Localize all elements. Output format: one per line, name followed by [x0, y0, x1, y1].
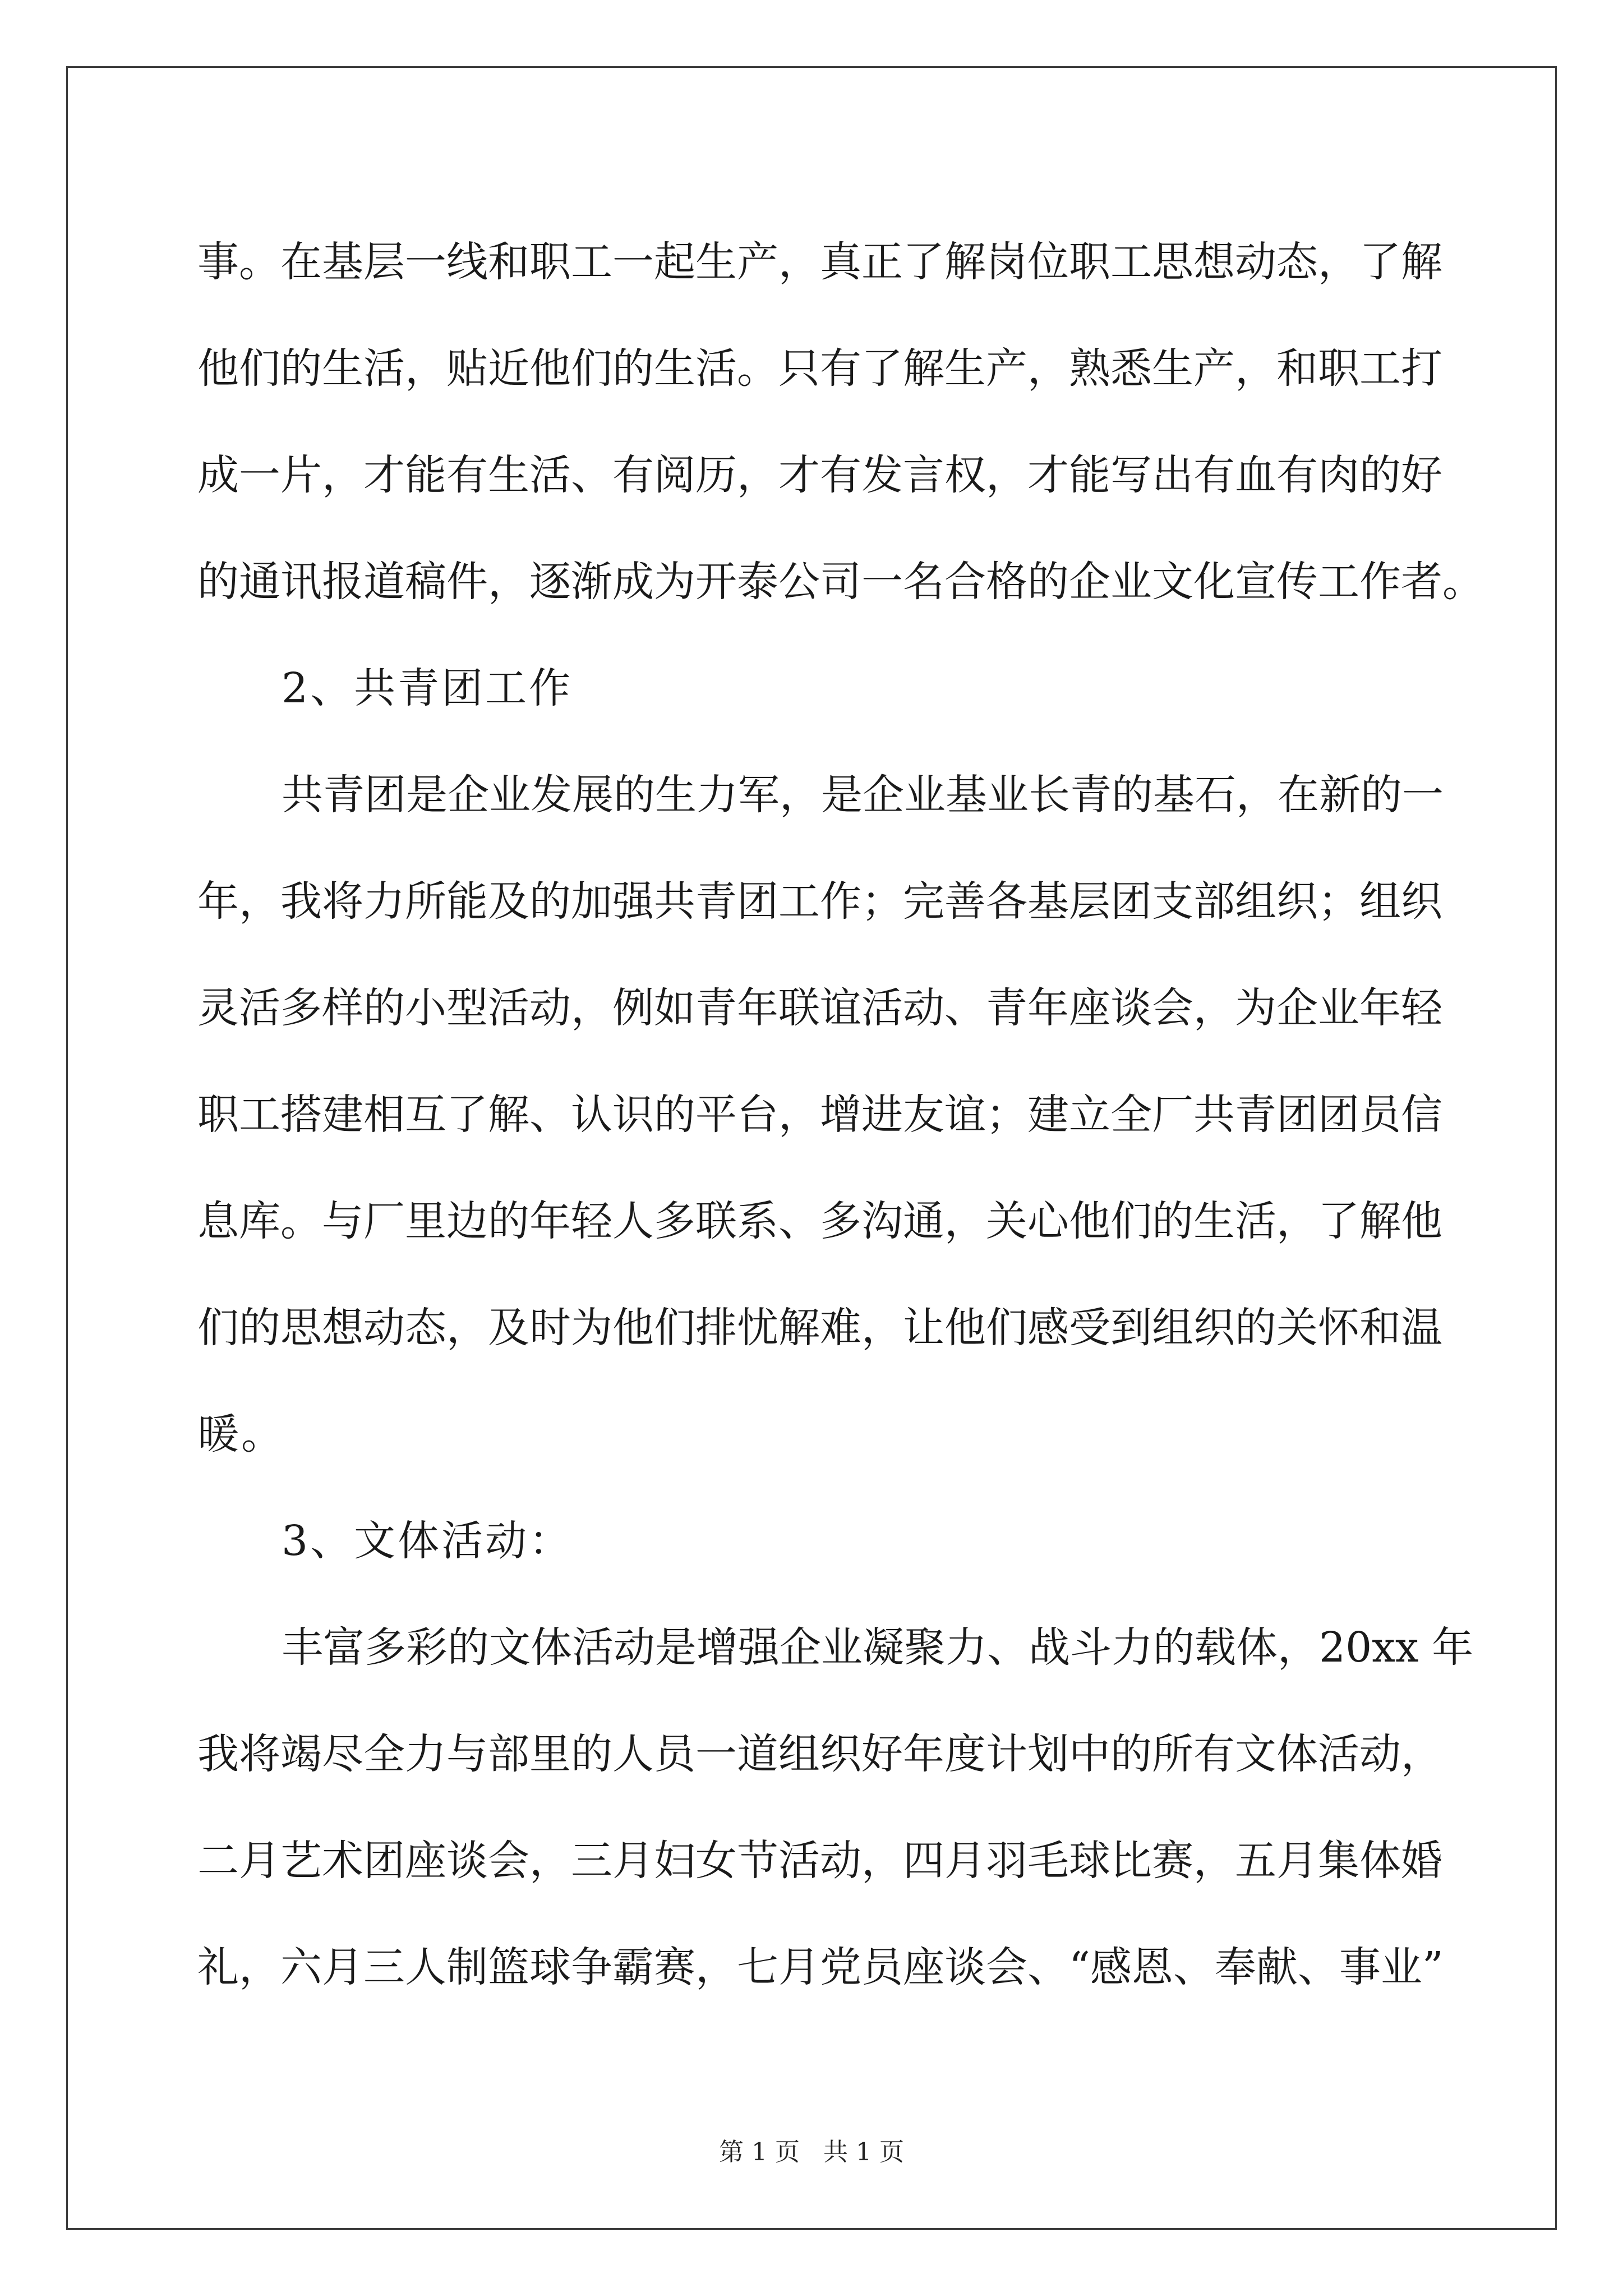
- paragraph-line: 二月艺术团座谈会，三月妇女节活动，四月羽毛球比赛，五月集体婚: [197, 1837, 1442, 1885]
- paragraph-line: 灵活多样的小型活动，例如青年联谊活动、青年座谈会，为企业年轻: [197, 984, 1442, 1032]
- paragraph-line: 年，我将力所能及的加强共青团工作；完善各基层团支部组织；组织: [197, 877, 1442, 926]
- paragraph-line: 们的思想动态，及时为他们排忧解难，让他们感受到组织的关怀和温: [197, 1304, 1442, 1352]
- section-heading: 3、文体活动：: [282, 1517, 573, 1565]
- document-body: [197, 209, 1484, 2021]
- paragraph-line: 成一片，才能有生活、有阅历，才有发言权，才能写出有血有肉的好: [197, 451, 1442, 499]
- paragraph-line: 礼，六月三人制篮球争霸赛，七月党员座谈会、“感恩、奉献、事业”: [197, 1943, 1444, 1991]
- paragraph-line: 事。在基层一线和职工一起生产，真正了解岗位职工思想动态，了解: [197, 238, 1442, 286]
- paragraph-line: 暖。: [197, 1410, 285, 1458]
- page-footer: 第 1 页 共 1 页: [719, 2138, 904, 2166]
- section-heading: 2、共青团工作: [282, 664, 573, 712]
- paragraph-line: 丰富多彩的文体活动是增强企业凝聚力、战斗力的载体，20xx 年: [282, 1623, 1474, 1672]
- paragraph-line: 他们的生活，贴近他们的生活。只有了解生产，熟悉生产，和职工打: [197, 344, 1442, 393]
- paragraph-line: 职工搭建相互了解、认识的平台，增进友谊；建立全厂共青团团员信: [197, 1091, 1442, 1139]
- paragraph-line: 息库。与厂里边的年轻人多联系、多沟通，关心他们的生活，了解他: [197, 1197, 1442, 1245]
- paragraph-line: 我将竭尽全力与部里的人员一道组织好年度计划中的所有文体活动，: [197, 1730, 1442, 1778]
- paragraph-line: 的通讯报道稿件，逐渐成为开泰公司一名合格的企业文化宣传工作者。: [197, 558, 1484, 606]
- paragraph-line: 共青团是企业发展的生力军，是企业基业长青的基石，在新的一: [282, 771, 1444, 819]
